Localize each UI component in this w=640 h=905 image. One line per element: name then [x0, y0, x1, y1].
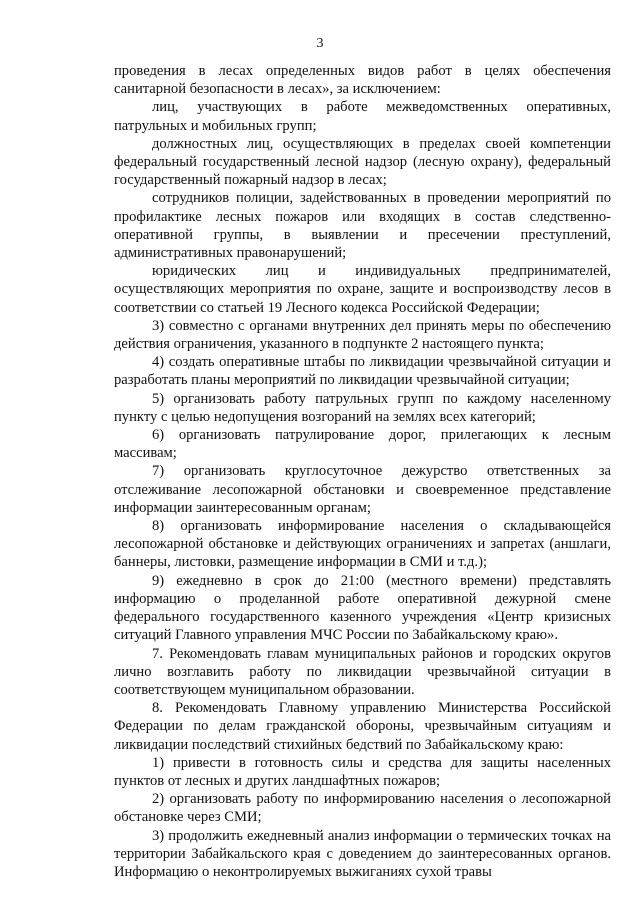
paragraph: 3) совместно с органами внутренних дел принять меры по обеспечению действия ограничения, указанного в подпункте 2 настоящего пункта;: [114, 317, 611, 353]
paragraph: 7. Рекомендовать главам муниципальных районов и городских округов лично возглавить работу по ликвидации чрезвычайной ситуации в соответствующем муниципальном образовании.: [114, 645, 611, 698]
paragraph: лиц, участвующих в работе межведомственных оперативных, патрульных и мобильных групп;: [114, 99, 611, 134]
paragraph: 9) ежедневно в срок до 21:00 (местного времени) представлять информацию о проделанной работе оперативной дежурной смене федерального государственного казенного учреждения «Центр кризисных ситуаций Главного управления МЧС России по Забайкальскому краю».: [114, 572, 611, 644]
paragraph: должностных лиц, осуществляющих в пределах своей компетенции федеральный государственный лесной надзор (лесную охрану), федеральный государственный пожарный надзор в лесах;: [114, 135, 611, 189]
paragraph: 1) привести в готовность силы и средства для защиты населенных пунктов от лесных и других ландшафтных пожаров;: [114, 754, 611, 789]
paragraph: 8) организовать информирование населения о складывающейся лесопожарной обстановке и действующих ограничениях и запретах (аншлаги, баннеры, листовки, размещение информации в СМИ и т.д.);: [114, 518, 611, 571]
paragraph: сотрудников полиции, задействованных в проведении мероприятий по профилактике лесных пожаров или входящих в состав следственно-оперативной группы, в выявлении и пресечении преступлений, административных правонарушений;: [114, 190, 611, 262]
paragraph: проведения в лесах определенных видов работ в целях обеспечения санитарной безопасности в лесах», за исключением:: [114, 63, 611, 98]
paragraph: 6) организовать патрулирование дорог, прилегающих к лесным массивам;: [114, 427, 611, 462]
paragraph: юридических лиц и индивидуальных предпринимателей, осуществляющих мероприятия по охране, защите и воспроизводству лесов в соответствии со статьей 19 Лесного кодекса Российской Федерации;: [114, 263, 611, 316]
paragraph: 5) организовать работу патрульных групп по каждому населенному пункту с целью недопущения возгораний на землях всех категорий;: [114, 390, 611, 425]
paragraph: 4) создать оперативные штабы по ликвидации чрезвычайной ситуации и разработать планы мероприятий по ликвидации чрезвычайной ситуации;: [114, 354, 611, 389]
paragraph: 7) организовать круглосуточное дежурство ответственных за отслеживание лесопожарной обстановки и своевременное представление информации заинтересованным органам;: [114, 463, 611, 516]
document-body: [114, 62, 611, 881]
paragraph: 2) организовать работу по информированию населения о лесопожарной обстановке через СМИ;: [114, 791, 611, 826]
paragraph: 3) продолжить ежедневный анализ информации о термических точках на территории Забайкальского края с доведением до заинтересованных органов. Информацию о неконтролируемых выжиганиях сухой травы: [114, 827, 611, 880]
page-number: 3: [316, 36, 324, 51]
paragraph: 8. Рекомендовать Главному управлению Министерства Российской Федерации по делам гражданской обороны, чрезвычайным ситуациям и ликвидации последствий стихийных бедствий по Забайкальскому краю:: [114, 700, 611, 753]
